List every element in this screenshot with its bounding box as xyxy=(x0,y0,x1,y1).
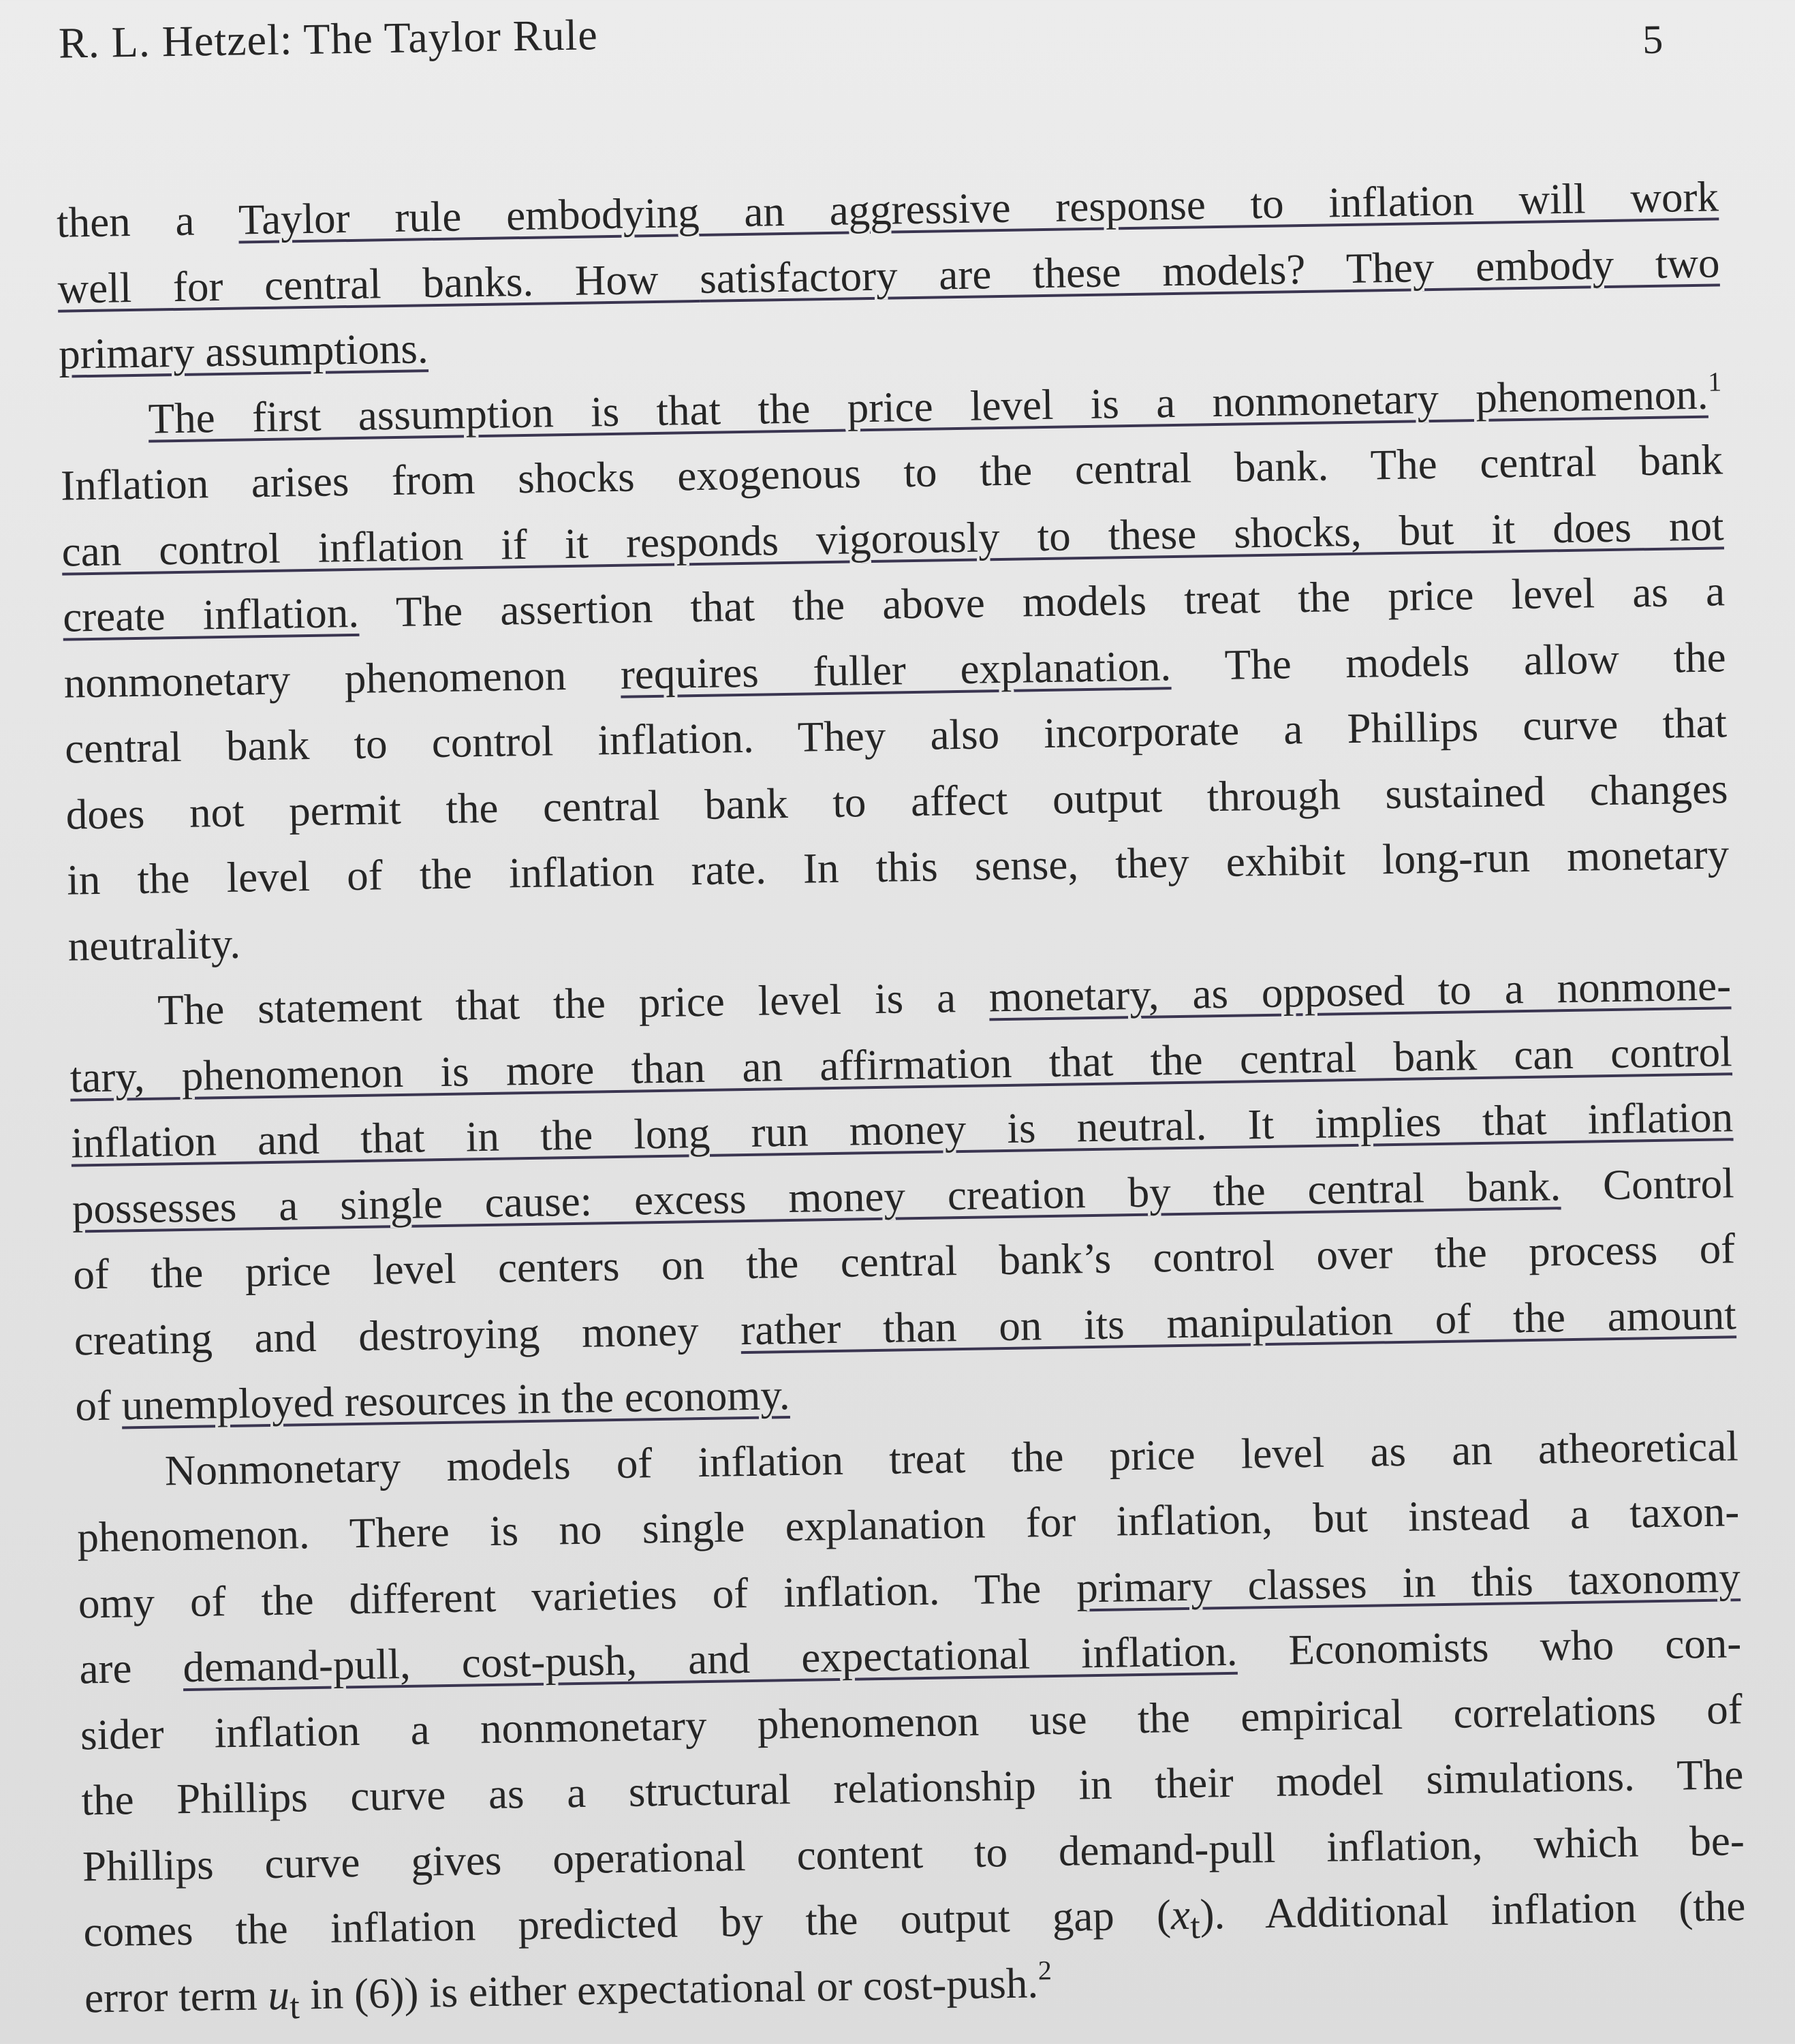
text-run: Inflation arises from shocks exogenous to the central bank. The central bank xyxy=(60,435,1723,510)
math-variable-x: x xyxy=(1170,1890,1191,1939)
text-run: Phillips curve gives operational content to demand-pull inflation, which be- xyxy=(82,1816,1745,1890)
page-number: 5 xyxy=(1642,16,1664,63)
underlined-text: inflation and that in the long run money is neutral. It implies that inflation xyxy=(70,1093,1734,1167)
text-run: The statement that the price level is a xyxy=(157,973,990,1034)
footnote-ref-1: 1 xyxy=(1707,365,1722,397)
underlined-text: possesses a single cause: excess money creation by the central bank. xyxy=(72,1161,1561,1233)
text-run: The models allow the xyxy=(1170,632,1727,690)
underlined-text: rather than on its manipulation of the amount xyxy=(740,1290,1737,1354)
text-run: error term xyxy=(84,1970,268,2022)
text-run: Economists who con- xyxy=(1236,1619,1742,1675)
text-run: sider inflation a nonmonetary phenomenon use the empirical correlations of xyxy=(80,1684,1743,1759)
math-subscript: t xyxy=(1189,1906,1201,1947)
underlined-text: create inflation. xyxy=(62,588,360,641)
text-run: Nonmonetary models of inflation treat the price level as an atheoretical xyxy=(164,1421,1739,1494)
text-run: ). Additional inflation (the xyxy=(1199,1882,1746,1938)
underlined-text: demand-pull, cost-push, and expectational inflation. xyxy=(182,1626,1238,1692)
body-text xyxy=(56,164,1747,2030)
text-run: Control xyxy=(1560,1158,1735,1209)
math-subscript: t xyxy=(289,1986,300,2026)
text-run: does not permit the central bank to affect output through sustained changes xyxy=(65,764,1729,839)
text-run: in the level of the inflation rate. In this sense, they exhibit long-run monetary xyxy=(66,830,1730,904)
text-run: phenomenon. There is no single explanation for inflation, but instead a taxon- xyxy=(76,1487,1740,1562)
underlined-text: satisfactory are these models? They embody two xyxy=(699,238,1720,303)
text-run: neutrality. xyxy=(67,919,241,970)
underlined-text: primary classes in this taxonomy xyxy=(1076,1553,1741,1611)
text-run: then a xyxy=(56,196,239,247)
text-run: of the price level centers on the central bank’s control over the process of xyxy=(72,1224,1736,1299)
underlined-text: can control inflation if it responds vigorously to these shocks, but it does not xyxy=(61,501,1724,576)
text-run: of xyxy=(74,1381,123,1430)
underlined-text: primary assumptions. xyxy=(58,324,429,378)
text-run: The assertion that the above models treat the price level as a xyxy=(358,567,1726,636)
text-run: in (6)) is either expectational or cost-push. xyxy=(298,1958,1039,2018)
underlined-text: requires fuller explanation. xyxy=(620,641,1172,698)
underlined-text: well for central banks. How xyxy=(57,254,700,313)
underlined-text: The first assumption is that the price level is a nonmonetary phenomenon. xyxy=(148,370,1708,443)
text-run: creating and destroying money xyxy=(74,1305,741,1365)
text-run: omy of the different varieties of inflation. The xyxy=(78,1563,1077,1627)
underlined-text: monetary, as opposed to a nonmone- xyxy=(988,961,1732,1021)
text-run: are xyxy=(78,1643,184,1693)
text-run: central bank to control inflation. They also incorporate a Phillips curve that xyxy=(64,698,1728,773)
underlined-text: Taylor rule embodying an aggressive response to inflation will work xyxy=(238,172,1719,244)
text-run: comes the inflation predicted by the output gap ( xyxy=(83,1891,1172,1956)
math-variable-u: u xyxy=(267,1970,290,2019)
footnote-ref-2: 2 xyxy=(1037,1954,1052,1985)
running-head: R. L. Hetzel: The Taylor Rule xyxy=(58,10,599,67)
underlined-text: unemployed resources in the economy. xyxy=(121,1371,790,1429)
text-run: the Phillips curve as a structural relationship in their model simulations. The xyxy=(80,1750,1744,1825)
underlined-text: tary, phenomenon is more than an affirmation that the central bank can control xyxy=(69,1027,1733,1102)
text-run: nonmonetary phenomenon xyxy=(63,650,621,707)
